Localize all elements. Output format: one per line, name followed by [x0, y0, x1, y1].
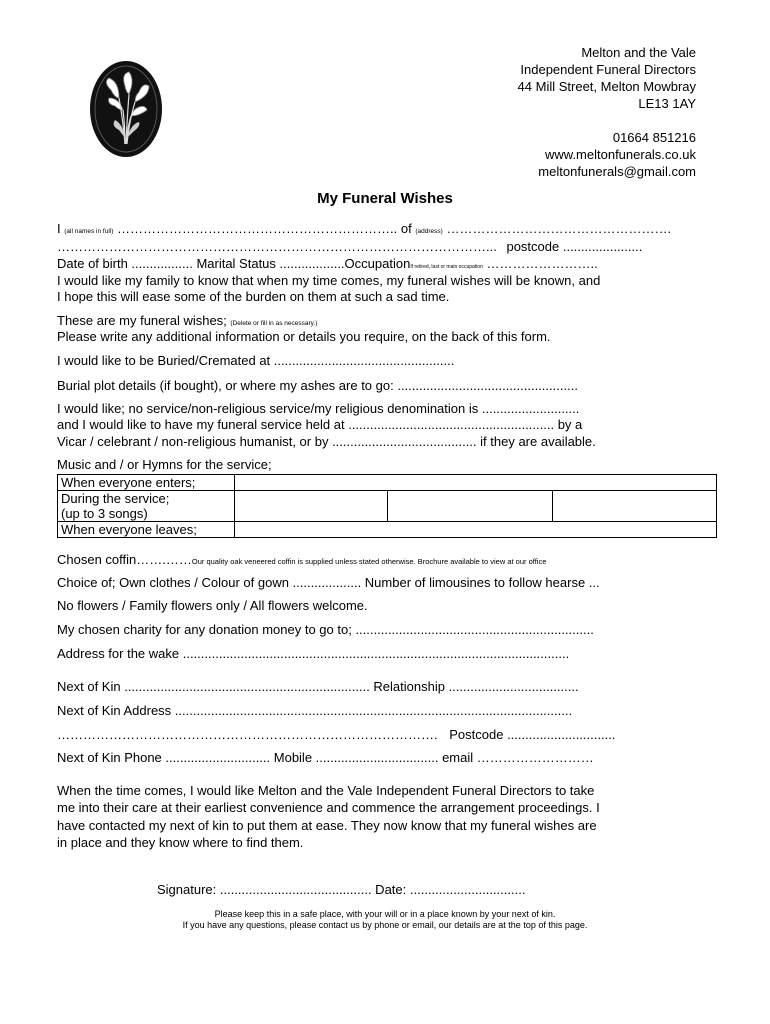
clothes-line: Choice of; Own clothes / Colour of gown ................... Number of limousines to follow hearse ... [57, 575, 600, 590]
service-line-2: and I would like to have my funeral service held at ......................................................... by a [57, 417, 583, 432]
intro-line-1: I would like my family to know that when my time comes, my funeral wishes will be known, and [57, 273, 601, 288]
music-during-label: During the service; (up to 3 songs) [58, 491, 235, 522]
additional-info-line: Please write any additional information or details you require, on the back of this form. [57, 329, 551, 344]
charity-line: My chosen charity for any donation money to go to; .................................................................. [57, 622, 594, 637]
flowers-line: No flowers / Family flowers only / All flowers welcome. [57, 598, 368, 613]
music-enters-label: When everyone enters; [58, 475, 235, 491]
wake-line: Address for the wake ........................................................................................................... [57, 646, 570, 661]
music-label: Music and / or Hymns for the service; [57, 457, 272, 472]
music-enters-field[interactable] [235, 475, 717, 491]
coffin-line: Chosen coffin…….……Our quality oak veneered coffin is supplied unless stated otherwise. Brochure available to view at our office [57, 552, 547, 567]
burial-plot-line: Burial plot details (if bought), or where my ashes are to go: .................................................. [57, 378, 578, 393]
music-table [57, 474, 717, 538]
wishes-label: These are my funeral wishes; (Delete or fill in as necessary.) [57, 313, 318, 328]
company-header [518, 44, 696, 180]
company-name: Melton and the Vale [581, 45, 696, 60]
footer-line-2: If you have any questions, please contact us by phone or email, our details are at the top of this page. [182, 920, 588, 930]
closing-line-1: When the time comes, I would like Melton and the Vale Independent Funeral Directors to take [57, 783, 595, 798]
intro-line-2: I hope this will ease some of the burden on them at such a sad time. [57, 289, 450, 304]
address-line: ………………………………………………………………………………………... postcode ...................... [57, 239, 643, 254]
buried-line: I would like to be Buried/Cremated at .................................................. [57, 353, 455, 368]
music-leaves-label: When everyone leaves; [58, 522, 235, 538]
closing-line-2: me into their care at their earliest convenience and commence the arrangement proceedings. I [57, 800, 600, 815]
company-website: www.meltonfunerals.co.uk [544, 147, 696, 162]
closing-line-3: have contacted my next of kin to put them at ease. They now know that my funeral wishes are [57, 818, 597, 833]
service-line-1: I would like; no service/non-religious service/my religious denomination is ........................... [57, 401, 580, 416]
service-line-3: Vicar / celebrant / non-religious humanist, or by ........................................ if they are available. [57, 434, 596, 449]
kin-address-line: Next of Kin Address .............................................................................................................. [57, 703, 573, 718]
dob-line: Date of birth ................. Marital Status ..................OccupationIf retired, last or main occupation …………………….. [57, 256, 598, 271]
company-street: 44 Mill Street, Melton Mowbray [517, 79, 696, 94]
signature-line: Signature: .......................................... Date: ................................ [157, 882, 526, 897]
company-phone: 01664 851216 [612, 130, 696, 145]
table-row [58, 522, 717, 538]
closing-line-4: in place and they know where to find them. [57, 835, 304, 850]
table-row [58, 491, 717, 522]
page-title: My Funeral Wishes [317, 190, 453, 207]
music-leaves-field[interactable] [235, 522, 717, 538]
footer-line-1: Please keep this in a safe place, with your will or in a place known by your next of kin. [214, 909, 556, 919]
company-subtitle: Independent Funeral Directors [520, 62, 696, 77]
music-song-3-field[interactable] [553, 491, 717, 522]
music-song-1-field[interactable] [235, 491, 388, 522]
music-song-2-field[interactable] [388, 491, 553, 522]
company-postcode: LE13 1AY [638, 96, 696, 111]
name-line: I (all names in full) ……………………………………………………….. of (address) ……………………………………………. [57, 221, 672, 236]
company-email: meltonfunerals@gmail.com [538, 164, 696, 179]
kin-phone-line: Next of Kin Phone ............................. Mobile .................................. email ……………………… [57, 750, 594, 765]
lily-flowers-oval-icon [89, 60, 163, 158]
kin-line: Next of Kin .................................................................... Relationship .................................... [57, 679, 579, 694]
kin-address-line-2: ……………………………………………………………………………. Postcode .............................. [57, 727, 616, 742]
table-row [58, 475, 717, 491]
